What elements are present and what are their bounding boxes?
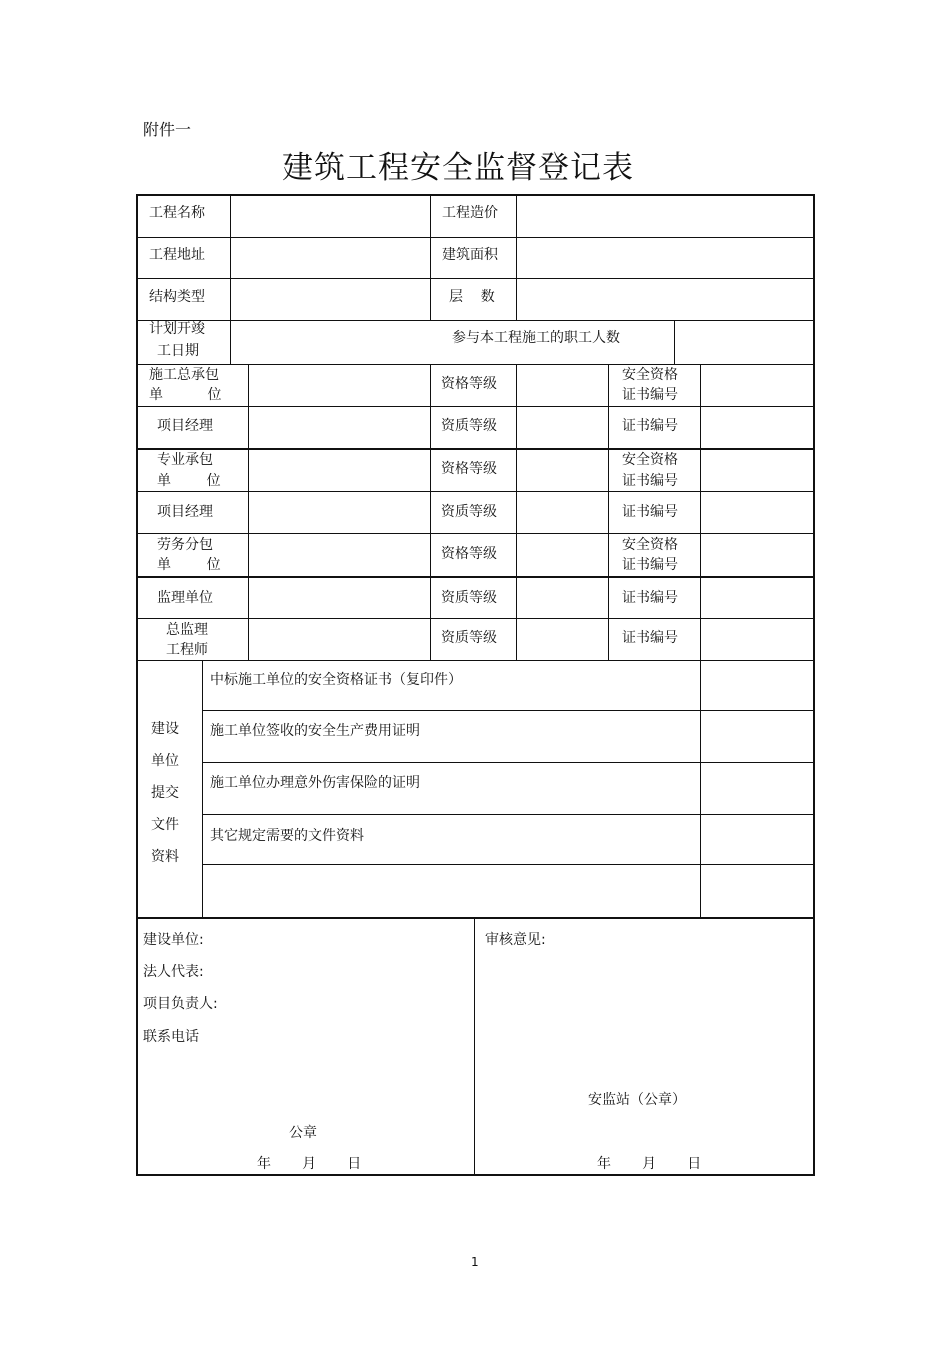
- gc-pm-aptitude-label: 资质等级: [441, 418, 497, 434]
- spec-safety-cert-label-line1: 安全资格: [622, 452, 678, 468]
- docs-section-label: [151, 713, 179, 873]
- contact-phone-label: 联系电话: [143, 1029, 199, 1045]
- gc-project-manager-label: 项目经理: [157, 418, 213, 434]
- gc-qualification-label: 资格等级: [441, 376, 497, 392]
- plan-date-label-line2: 工日期: [157, 343, 199, 359]
- spec-qualification-label: 资格等级: [441, 461, 497, 477]
- labor-safety-cert-label-line2: 证书编号: [622, 557, 678, 573]
- chief-supervisor-cert-label: 证书编号: [622, 630, 678, 646]
- doc-item-2: 施工单位签收的安全生产费用证明: [210, 723, 420, 739]
- labor-safety-cert-label-line1: 安全资格: [622, 537, 678, 553]
- owner-date-label: 年 月 日: [257, 1156, 362, 1172]
- labor-subcontractor-label-line1: 劳务分包: [157, 537, 213, 553]
- supervision-cert-label: 证书编号: [622, 590, 678, 606]
- chief-supervisor-aptitude-label: 资质等级: [441, 630, 497, 646]
- safety-station-seal-label: 安监站（公章）: [588, 1092, 686, 1108]
- gc-safety-cert-label-line2: 证书编号: [622, 387, 678, 403]
- chief-supervisor-label-line1: 总监理: [166, 622, 208, 638]
- floors-label: 层 数: [449, 289, 495, 305]
- spec-pm-cert-label: 证书编号: [622, 504, 678, 520]
- building-area-label: 建筑面积: [442, 247, 498, 263]
- owner-seal-label: 公章: [289, 1125, 317, 1141]
- doc-item-1: 中标施工单位的安全资格证书（复印件）: [210, 672, 462, 688]
- legal-representative-label: 法人代表:: [143, 964, 204, 980]
- general-contractor-label-line1: 施工总承包: [149, 367, 219, 383]
- docs-label-4: 文件: [151, 817, 179, 833]
- project-address-label: 工程地址: [149, 247, 205, 263]
- docs-label-1: 建设: [151, 721, 179, 737]
- structure-type-label: 结构类型: [149, 289, 205, 305]
- supervision-unit-label: 监理单位: [157, 590, 213, 606]
- docs-label-3: 提交: [151, 785, 179, 801]
- doc-item-3: 施工单位办理意外伤害保险的证明: [210, 775, 420, 791]
- workers-count-label: 参与本工程施工的职工人数: [452, 330, 620, 346]
- review-date-label: 年 月 日: [597, 1156, 702, 1172]
- labor-qualification-label: 资格等级: [441, 546, 497, 562]
- chief-supervisor-label-line2: 工程师: [166, 642, 208, 658]
- attachment-label: 附件一: [143, 120, 192, 139]
- specialty-contractor-label-line1: 专业承包: [157, 452, 213, 468]
- page-number: 1: [471, 1255, 479, 1269]
- plan-date-label-line1: 计划开竣: [149, 321, 205, 337]
- specialty-contractor-label-line2: 单 位: [157, 473, 221, 489]
- labor-subcontractor-label-line2: 单 位: [157, 557, 221, 573]
- owner-unit-label: 建设单位:: [143, 932, 204, 948]
- gc-pm-cert-label: 证书编号: [622, 418, 678, 434]
- doc-item-4: 其它规定需要的文件资料: [210, 828, 364, 844]
- gc-safety-cert-label-line1: 安全资格: [622, 367, 678, 383]
- supervision-aptitude-label: 资质等级: [441, 590, 497, 606]
- docs-label-5: 资料: [151, 849, 179, 865]
- spec-project-manager-label: 项目经理: [157, 504, 213, 520]
- project-lead-label: 项目负责人:: [143, 996, 218, 1012]
- review-opinion-label: 审核意见:: [485, 932, 546, 948]
- general-contractor-label-line2: 单 位: [149, 387, 222, 403]
- spec-safety-cert-label-line2: 证书编号: [622, 473, 678, 489]
- project-cost-label: 工程造价: [442, 205, 498, 221]
- page-title: 建筑工程安全监督登记表: [282, 150, 634, 186]
- spec-pm-aptitude-label: 资质等级: [441, 504, 497, 520]
- project-name-label: 工程名称: [149, 205, 205, 221]
- docs-label-2: 单位: [151, 753, 179, 769]
